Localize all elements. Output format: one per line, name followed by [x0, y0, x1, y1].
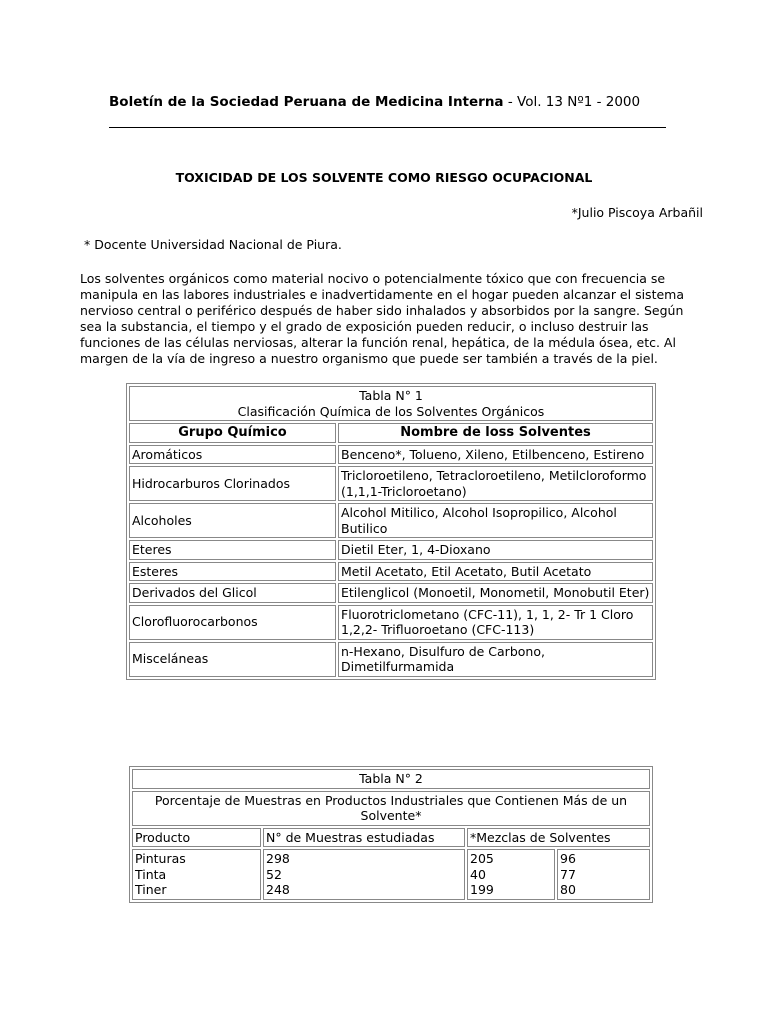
- solvent-classification-table: [126, 383, 656, 680]
- table-row: [129, 445, 653, 465]
- table-row: [129, 562, 653, 582]
- table2-header-mixtures: *Mezclas de Solventes: [467, 828, 650, 848]
- table2-caption-row: [132, 769, 650, 789]
- mixtures-cell: 40: [470, 866, 486, 882]
- group-cell: Clorofluorocarbonos: [129, 605, 336, 640]
- mixtures-cell: 199: [470, 882, 494, 897]
- solvents-cell: Dietil Eter, 1, 4-Dioxano: [338, 540, 653, 560]
- table1-header-row: [129, 423, 653, 443]
- intro-paragraph: Los solventes orgánicos como material nocivo o potencialmente tóxico que con frecuencia se manipula en las labores industriales e inadvertidamente en el hogar pueden alcanzar el sistema nervioso central o periférico después de haber sido inhalados y absorbidos por la sangre. Según sea la substancia, el tiempo y el grado de exposición pueden reducir, o incluso destruir las funciones de las células nerviosas, alterar la función renal, hepática, de la médula ósea, etc. Al margen de la vía de ingreso a nuestro organismo que puede ser también a través de la piel.: [80, 271, 684, 366]
- samples-cell: 52: [266, 866, 282, 882]
- table2-header-product: Producto: [132, 828, 261, 848]
- group-cell: Esteres: [129, 562, 336, 582]
- table-row: [129, 642, 653, 677]
- samples-column: [263, 849, 465, 900]
- group-cell: Aromáticos: [129, 445, 336, 465]
- product-column: [132, 849, 261, 900]
- table1-caption-row: [129, 386, 653, 421]
- table-row: [129, 503, 653, 538]
- table1-caption-title: Tabla N° 1: [359, 388, 423, 403]
- mixtures-cell: 205: [470, 851, 494, 866]
- solvents-cell: Fluorotriclometano (CFC-11), 1, 1, 2- Tr 1 Cloro 1,2,2- Trifluoroetano (CFC-113): [338, 605, 653, 640]
- table2-header-samples: N° de Muestras estudiadas: [263, 828, 465, 848]
- group-cell: Eteres: [129, 540, 336, 560]
- journal-name: Boletín de la Sociedad Peruana de Medicina Interna: [109, 94, 504, 110]
- table2-caption-subtitle: Porcentaje de Muestras en Productos Industriales que Contienen Más de un Solvente*: [132, 791, 650, 826]
- table2-header-row: [132, 828, 650, 848]
- percent-cell: 96: [560, 851, 576, 866]
- product-cell: Tiner: [135, 882, 167, 897]
- samples-cell: 248: [266, 882, 290, 897]
- table1-header-group: Grupo Químico: [129, 423, 336, 443]
- table-row: [129, 605, 653, 640]
- table1-caption-subtitle: Clasificación Química de los Solventes Orgánicos: [237, 403, 545, 419]
- table2-caption-title: Tabla N° 2: [132, 769, 650, 789]
- samples-cell: 298: [266, 851, 290, 866]
- percent-column: [557, 849, 650, 900]
- solvents-cell: Alcohol Mitilico, Alcohol Isopropilico, Alcohol Butilico: [338, 503, 653, 538]
- group-cell: Derivados del Glicol: [129, 583, 336, 603]
- percent-cell: 80: [560, 882, 576, 897]
- solvents-cell: n-Hexano, Disulfuro de Carbono, Dimetilfurmamida: [338, 642, 653, 677]
- journal-volume: - Vol. 13 Nº1 - 2000: [503, 94, 641, 110]
- article-title: TOXICIDAD DE LOS SOLVENTE COMO RIESGO OCUPACIONAL: [175, 170, 593, 185]
- solvents-cell: Benceno*, Tolueno, Xileno, Etilbenceno, Estireno: [338, 445, 653, 465]
- percent-cell: 77: [560, 866, 576, 882]
- author-affiliation: * Docente Universidad Nacional de Piura.: [84, 237, 342, 252]
- table-row: [129, 583, 653, 603]
- table2-subcaption-row: [132, 791, 650, 826]
- journal-header: [109, 94, 640, 110]
- table1-header-names: Nombre de loss Solventes: [338, 423, 653, 443]
- group-cell: Hidrocarburos Clorinados: [129, 466, 336, 501]
- solvents-cell: Tricloroetileno, Tetracloroetileno, Metilcloroformo (1,1,1-Tricloroetano): [338, 466, 653, 501]
- multi-solvent-samples-table: [129, 766, 653, 903]
- group-cell: Alcoholes: [129, 503, 336, 538]
- product-cell: Pinturas: [135, 851, 186, 866]
- header-divider: [109, 127, 666, 128]
- table-row: [129, 540, 653, 560]
- solvents-cell: Etilenglicol (Monoetil, Monometil, Monobutil Eter): [338, 583, 653, 603]
- table-row: [132, 849, 650, 900]
- product-cell: Tinta: [135, 866, 167, 882]
- mixtures-column: [467, 849, 555, 900]
- solvents-cell: Metil Acetato, Etil Acetato, Butil Acetato: [338, 562, 653, 582]
- article-author: *Julio Piscoya Arbañil: [571, 205, 703, 220]
- table-row: [129, 466, 653, 501]
- table1-caption: [129, 386, 653, 421]
- group-cell: Misceláneas: [129, 642, 336, 677]
